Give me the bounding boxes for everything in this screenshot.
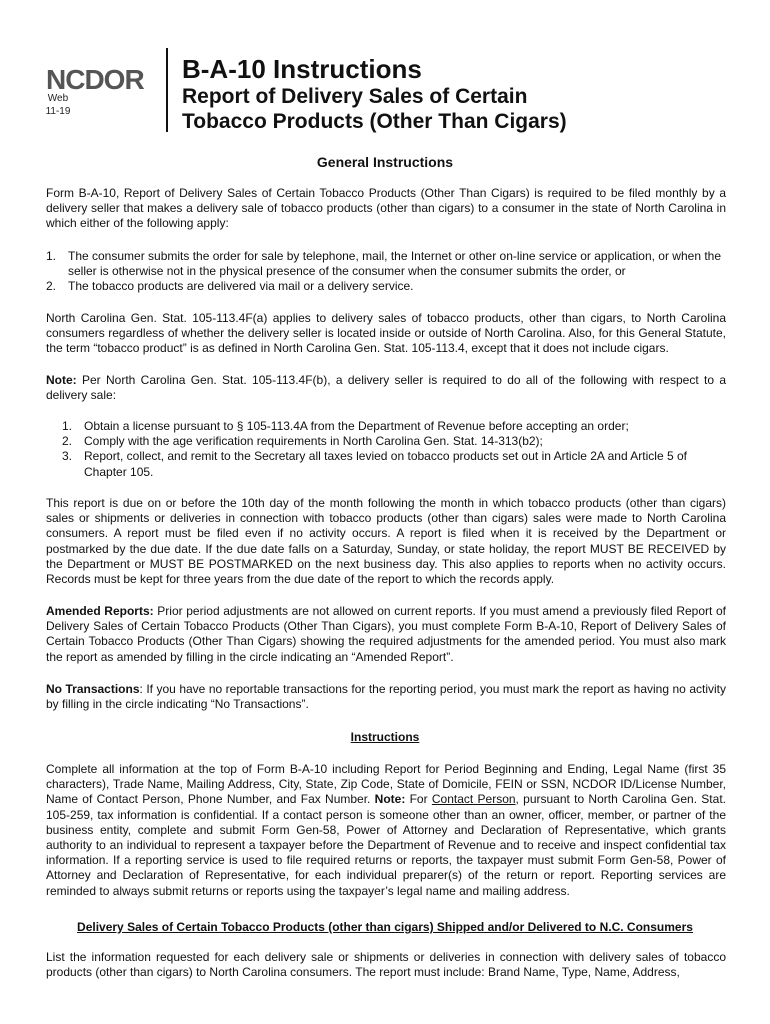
instructions-note-label: Note: [374,792,406,807]
list-number: 1. [46,249,57,263]
list-text: Obtain a license pursuant to § 105-113.4A from the Department of Revenue before accepting an order; [84,419,629,433]
list-text: Comply with the age verification requirements in North Carolina Gen. Stat. 14-313(b2); [84,434,543,449]
header-divider [166,48,168,132]
note-text: Per North Carolina Gen. Stat. 105-113.4F(b), a delivery seller is required to do all of the following with respect to a delivery sale: [46,373,726,403]
list-number: 2. [46,279,57,294]
general-instructions-heading: General Instructions [316,154,454,170]
amended-text: Prior period adjustments are not allowed on current reports. If you must amend a previously filed Report of Delivery Sales of Certain Tobacco Products (Other Than Cigars), you must complete Form B-A-10, Report of Delivery Sales of Certain Tobacco Products (Other Than Cigars) showing the required adjustments for the amended period. You must also mark the report as amended by filling in the circle indicating an “Amended Report”. [46,604,727,664]
page-subtitle-line1: Report of Delivery Sales of Certain [182,85,528,108]
no-transactions-text: : If you have no reportable transactions for the reporting period, you must mark the report as having no activity by filling in the circle indicating “No Transactions”. [46,682,727,712]
instructions-text-end: , pursuant to North Carolina Gen. Stat. 105-259, tax information is confidential. If a contact person is someone other than an owner, officer, member, or partner of the business entity, complete and submit Form Gen-58, Power of Attorney and Declaration of Representative, which grants authority to an individual to represent a taxpayer before the Department of Revenue and to receive and inspect confidential tax information. If a reporting service is used to file required returns or reports, the taxpayer must submit Form Gen-58, Power of Attorney and Declaration of Representative, for each individual preparer(s) of the return or report. Reporting services are reminded to always submit returns or reports using the taxpayer’s legal name and mailing address. [46,792,726,898]
logo-wordmark: NCDOR [46,64,144,95]
page-subtitle-line2: Tobacco Products (Other Than Cigars) [182,110,567,133]
instructions-text-start: Complete all information at the top of Form B-A-10 including Report for Period Beginning and Ending, Legal Name (first 35 characters), Trade Name, Mailing Address, City, State, Zip Code, State of Domicile, FEIN or SSN, NCDOR ID/License Number, Name of Contact Person, Phone Number, and Fax Number. [46,762,726,807]
note-label: Note: [46,373,77,387]
list-number: 2. [62,434,73,449]
list-text: Report, collect, and remit to the Secretary all taxes levied on tobacco products set out in Article 2A and Article 5 of Chapter 105. [84,449,687,479]
no-transactions-label: No Transactions [46,682,140,696]
delivery-sales-heading: Delivery Sales of Certain Tobacco Products (other than cigars) Shipped and/or Delivered to N.C. Consumers [77,920,693,934]
version-date: 11-19 [45,106,71,117]
version-label: Web [47,93,69,104]
conditions-list [46,249,726,295]
list-text: The consumer submits the order for sale by telephone, mail, the Internet or other on-line service or application, or when the seller is otherwise not in the physical presence of the consumer when the consumer submits the order, or [68,249,722,279]
title-block [182,54,567,134]
form-version [40,92,76,118]
instructions-paragraph [46,762,726,899]
due-date-paragraph: This report is due on or before the 10th day of the month following the month in which tobacco products (other than cigars) sales or shipments or deliveries in connection with tobacco products (other than cigars) sales were made to North Carolina consumers. A report must be filed even if no activity occurs. A report is filed when it is received by the Department or postmarked by the due date. If the due date falls on a Saturday, Sunday, or state holiday, the report MUST BE RECEIVED by the Department or MUST BE POSTMARKED on the next business day. This also applies to reports when no activity occurs. Records must be kept for three years from the due date of the report to which the records apply. [46,496,726,587]
list-item [62,434,726,449]
contact-person-term: Contact Person [431,792,516,807]
statute-paragraph: North Carolina Gen. Stat. 105-113.4F(a) applies to delivery sales of tobacco products, other than cigars, to North Carolina consumers regardless of whether the delivery seller is located inside or outside of North Carolina. Also, for this General Statute, the term “tobacco product” is as defined in North Carolina Gen. Stat. 105-113.4, except that it does not include cigars. [46,311,726,356]
document-header [0,48,770,138]
list-number: 3. [62,449,73,464]
amended-label: Amended Reports: [46,604,154,618]
list-item [62,419,726,434]
intro-paragraph: Form B-A-10, Report of Delivery Sales of Certain Tobacco Products (Other Than Cigars) is required to be filed monthly by a delivery seller that makes a delivery sale of tobacco products (other than cigars) to a consumer in the state of North Carolina in which either of the following apply: [46,186,726,231]
requirements-list [62,419,726,480]
instructions-text-for: For [405,792,432,807]
list-number: 1. [62,419,73,433]
delivery-sales-paragraph: List the information requested for each delivery sale or shipments or deliveries in connection with delivery sales of tobacco products (other than cigars) to North Carolina consumers. The report must include: Brand Name, Type, Name, Address, [46,950,726,980]
list-item [62,449,726,479]
list-item [46,249,726,279]
no-transactions-paragraph [46,682,726,712]
amended-reports-paragraph [46,604,726,665]
instructions-heading: Instructions [350,730,420,744]
page-title: B-A-10 Instructions [182,54,422,84]
note-paragraph [46,373,726,403]
list-item [46,279,726,294]
list-text: The tobacco products are delivered via mail or a delivery service. [68,279,414,294]
